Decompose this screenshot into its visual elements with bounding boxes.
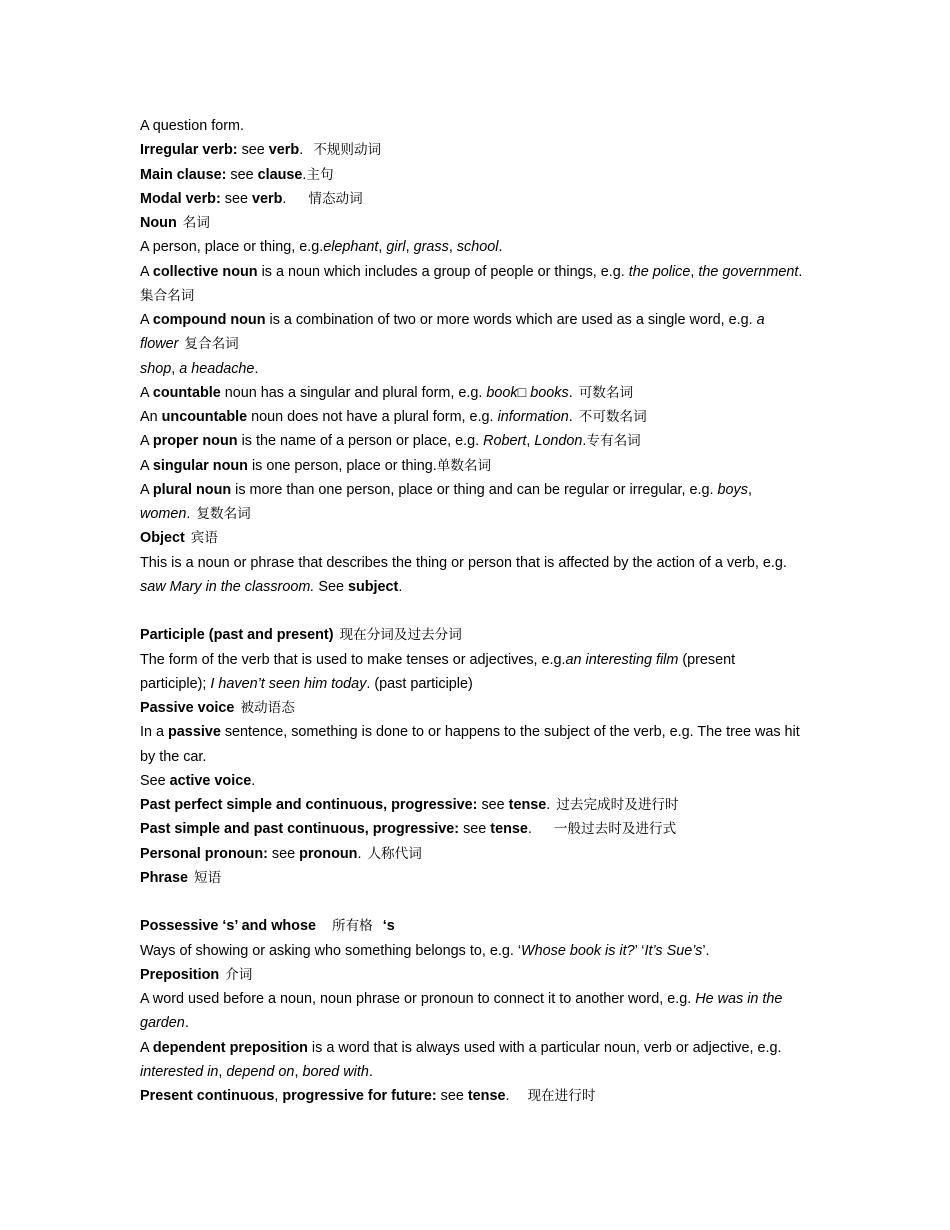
- chinese-translation: 短语: [194, 869, 222, 886]
- article: A: [140, 481, 149, 498]
- chinese-translation: 主句: [306, 166, 334, 183]
- article: A: [140, 1039, 149, 1056]
- definition-line: [140, 357, 830, 381]
- definition-line: [140, 308, 830, 332]
- punct: ,: [526, 433, 535, 450]
- section-heading-passive-voice: [140, 696, 830, 720]
- section-heading-possessive: [140, 914, 830, 938]
- punct: ,: [690, 263, 699, 280]
- glossary-entry-main-clause: [140, 163, 830, 187]
- article: A: [140, 312, 149, 328]
- definition-line: [140, 502, 830, 526]
- punct: .: [527, 821, 532, 838]
- see-text: see: [241, 142, 265, 159]
- document-page: [140, 114, 830, 1108]
- see-text: see: [463, 821, 487, 838]
- definition-line: [140, 1011, 830, 1035]
- term: Personal pronoun:: [140, 845, 268, 862]
- example: Whose book is it?: [521, 942, 635, 959]
- definition-line: [140, 454, 830, 478]
- definition-line: [140, 987, 830, 1011]
- term: compound noun: [152, 312, 266, 328]
- example: grass: [413, 239, 449, 256]
- line-text: This is a noun or phrase that describes the thing or person that is affected by the action of a verb, e.g.: [140, 554, 787, 571]
- chinese-translation: 复合名词: [184, 336, 239, 353]
- term: Past simple and past continuous, progressive:: [140, 821, 460, 838]
- term: Modal verb:: [140, 190, 221, 207]
- term: uncountable: [161, 409, 248, 425]
- definition-line: [140, 672, 830, 696]
- punct: ,: [294, 1063, 303, 1080]
- chinese-translation: 单数名词: [436, 457, 492, 474]
- line-text: is one person, place or thing.: [251, 457, 437, 474]
- glossary-entry-past-simple: [140, 817, 830, 841]
- chinese-translation: 被动语态: [240, 700, 295, 716]
- glossary-entry-past-perfect: [140, 793, 830, 817]
- see-text: see: [481, 797, 505, 813]
- chinese-translation: 情态动词: [308, 190, 363, 207]
- article: A: [140, 263, 149, 280]
- article: A: [140, 457, 149, 474]
- glossary-entry-present-continuous: [140, 1084, 830, 1108]
- term: active voice: [169, 772, 252, 789]
- punct: .: [184, 1015, 189, 1032]
- term: Main clause:: [140, 166, 227, 183]
- glossary-entry-irregular-verb: [140, 138, 830, 162]
- punct: ,: [747, 481, 752, 498]
- term: progressive for future:: [282, 1088, 437, 1104]
- chinese-translation: 名词: [182, 215, 210, 231]
- punct: .: [582, 433, 587, 450]
- definition-line: [140, 478, 830, 502]
- chinese-translation: 不规则动词: [313, 142, 382, 159]
- line-text: is the name of a person or place, e.g.: [241, 433, 480, 450]
- reference: verb: [268, 142, 300, 159]
- example: It’s Sue’s: [644, 942, 703, 959]
- chinese-translation: 所有格: [331, 918, 373, 935]
- line-text: participle);: [140, 675, 207, 692]
- example: elephant: [323, 239, 379, 256]
- definition-line: [140, 405, 830, 429]
- punct: .: [398, 578, 403, 595]
- definition-line: [140, 260, 830, 284]
- punct: .: [299, 142, 304, 159]
- definition-line: [140, 429, 830, 453]
- term: collective noun: [152, 263, 258, 280]
- example: saw Mary in the classroom.: [140, 578, 315, 595]
- reference: clause: [257, 166, 303, 183]
- text-line: [140, 114, 830, 138]
- definition-line: [140, 235, 830, 259]
- term: Possessive ‘s’ and whose: [140, 918, 316, 935]
- chinese-translation: 人称代词: [367, 845, 422, 862]
- term: proper noun: [152, 433, 238, 450]
- line-text: Ways of showing or asking who something belongs to, e.g. ‘: [140, 942, 522, 959]
- chinese-translation: 复数名词: [196, 506, 251, 522]
- term: Phrase: [140, 869, 188, 886]
- punct: ,: [274, 1088, 283, 1104]
- chinese-translation: 介词: [225, 966, 253, 983]
- example: book: [486, 384, 518, 401]
- term: Object: [140, 530, 185, 547]
- reference: subject: [347, 578, 399, 595]
- punct: .: [302, 166, 307, 183]
- reference: pronoun: [299, 845, 358, 862]
- chinese-translation: 不可数名词: [578, 409, 647, 425]
- definition-line: [140, 332, 830, 356]
- missing-glyph: □: [517, 384, 527, 401]
- possessive-mark: ‘s: [382, 918, 395, 935]
- see-text: see: [224, 190, 248, 207]
- punct: ,: [378, 239, 387, 256]
- reference: tense: [490, 821, 528, 838]
- example: bored with: [302, 1063, 369, 1080]
- definition-line: [140, 939, 830, 963]
- punct: ’.: [702, 942, 710, 959]
- line-text: A question form.: [140, 118, 244, 134]
- translation-line: [140, 284, 830, 308]
- chinese-translation: 专有名词: [586, 433, 641, 450]
- chinese-translation: 现在进行时: [527, 1088, 596, 1104]
- article: An: [140, 409, 158, 425]
- punct: .: [357, 845, 362, 862]
- line-text: is more than one person, place or thing and can be regular or irregular, e.g.: [235, 481, 714, 498]
- section-heading-participle: [140, 623, 830, 647]
- definition-line: [140, 575, 830, 599]
- punct: .: [505, 1088, 510, 1104]
- see-text: see: [440, 1088, 464, 1104]
- example: a headache: [179, 360, 255, 377]
- see-text: see: [271, 845, 296, 862]
- example: flower: [140, 336, 179, 353]
- line-text: A word used before a noun, noun phrase or pronoun to connect it to another word, e.g.: [140, 991, 692, 1007]
- term: Irregular verb:: [140, 142, 238, 159]
- example: He was in the: [695, 991, 783, 1007]
- punct: ,: [448, 239, 457, 256]
- punct: .: [798, 263, 803, 280]
- reference: verb: [251, 190, 283, 207]
- line-text: is a noun which includes a group of people or things, e.g.: [261, 263, 625, 280]
- example: the government: [698, 263, 799, 280]
- reference: tense: [508, 797, 547, 813]
- term: singular noun: [152, 457, 248, 474]
- example: school: [456, 239, 499, 256]
- line-text: sentence, something is done to or happens to the subject of the verb, e.g. The tree was hit: [224, 724, 800, 741]
- example: boys: [717, 481, 748, 498]
- chinese-translation: 现在分词及过去分词: [339, 627, 462, 644]
- term: Present continuous: [140, 1088, 275, 1104]
- example: I haven’t seen him today: [210, 675, 367, 692]
- chinese-translation: 宾语: [190, 530, 218, 547]
- line-text: noun has a singular and plural form, e.g.: [224, 384, 483, 401]
- line-text: See: [140, 772, 166, 789]
- term: Passive voice: [140, 700, 235, 716]
- line-text: See: [318, 578, 344, 595]
- punct: ,: [405, 239, 414, 256]
- term: Past perfect simple and continuous, progressive:: [140, 797, 478, 813]
- reference: tense: [467, 1088, 506, 1104]
- chinese-translation: 可数名词: [578, 384, 634, 401]
- term: countable: [152, 384, 221, 401]
- example: a: [756, 312, 765, 328]
- chinese-translation: 一般过去时及进行式: [553, 821, 677, 838]
- glossary-entry-personal-pronoun: [140, 842, 830, 866]
- blank-line: [140, 890, 830, 914]
- example: garden: [140, 1015, 185, 1032]
- punct: ,: [218, 1063, 227, 1080]
- line-text: The form of the verb that is used to make tenses or adjectives, e.g.: [140, 651, 566, 668]
- example: depend on: [226, 1063, 295, 1080]
- chinese-translation: 过去完成时及进行时: [556, 797, 679, 813]
- example: women: [140, 506, 187, 522]
- section-heading-phrase: [140, 866, 830, 890]
- term: dependent preposition: [152, 1039, 308, 1056]
- punct: .: [568, 384, 573, 401]
- term: Preposition: [140, 966, 220, 983]
- definition-line: [140, 1060, 830, 1084]
- article: A: [140, 384, 149, 401]
- see-text: see: [230, 166, 254, 183]
- punct: .: [368, 1063, 373, 1080]
- example: information: [497, 409, 569, 425]
- punct: .: [251, 772, 256, 789]
- definition-line: [140, 381, 830, 405]
- chinese-translation: 集合名词: [140, 287, 195, 304]
- definition-line: [140, 1036, 830, 1060]
- definition-line: [140, 648, 830, 672]
- term: passive: [168, 724, 221, 741]
- punct: .: [546, 797, 551, 813]
- term: Participle (past and present): [140, 627, 334, 644]
- section-heading-noun: [140, 211, 830, 235]
- punct: .: [282, 190, 287, 207]
- example: the police: [628, 263, 691, 280]
- punct: ,: [171, 360, 180, 377]
- punct: .: [254, 360, 259, 377]
- line-text: noun does not have a plural form, e.g.: [251, 409, 494, 425]
- example: interested in: [140, 1063, 219, 1080]
- article: A: [140, 433, 149, 450]
- line-text: In a: [140, 724, 165, 741]
- definition-line: [140, 551, 830, 575]
- definition-line: [140, 720, 830, 744]
- blank-line: [140, 599, 830, 623]
- example: books: [530, 384, 569, 401]
- punct: ’ ‘: [634, 942, 645, 959]
- section-heading-object: [140, 526, 830, 550]
- definition-line: [140, 769, 830, 793]
- example: London: [534, 433, 583, 450]
- punct: .: [498, 239, 503, 256]
- section-heading-preposition: [140, 963, 830, 987]
- example: shop: [140, 360, 172, 377]
- line-text: is a word that is always used with a particular noun, verb or adjective, e.g.: [311, 1039, 782, 1056]
- line-text: is a combination of two or more words which are used as a single word, e.g.: [269, 312, 753, 328]
- example: Robert: [483, 433, 527, 450]
- line-text: . (past participle): [366, 675, 473, 692]
- line-text: A person, place or thing, e.g.: [140, 239, 324, 256]
- definition-line: [140, 745, 830, 769]
- punct: .: [568, 409, 573, 425]
- example: girl: [386, 239, 406, 256]
- term: Noun: [140, 215, 177, 231]
- line-text: by the car.: [140, 748, 207, 765]
- glossary-entry-modal-verb: [140, 187, 830, 211]
- term: plural noun: [152, 481, 232, 498]
- punct: .: [186, 506, 191, 522]
- example: an interesting film: [565, 651, 679, 668]
- line-text: (present: [682, 651, 736, 668]
